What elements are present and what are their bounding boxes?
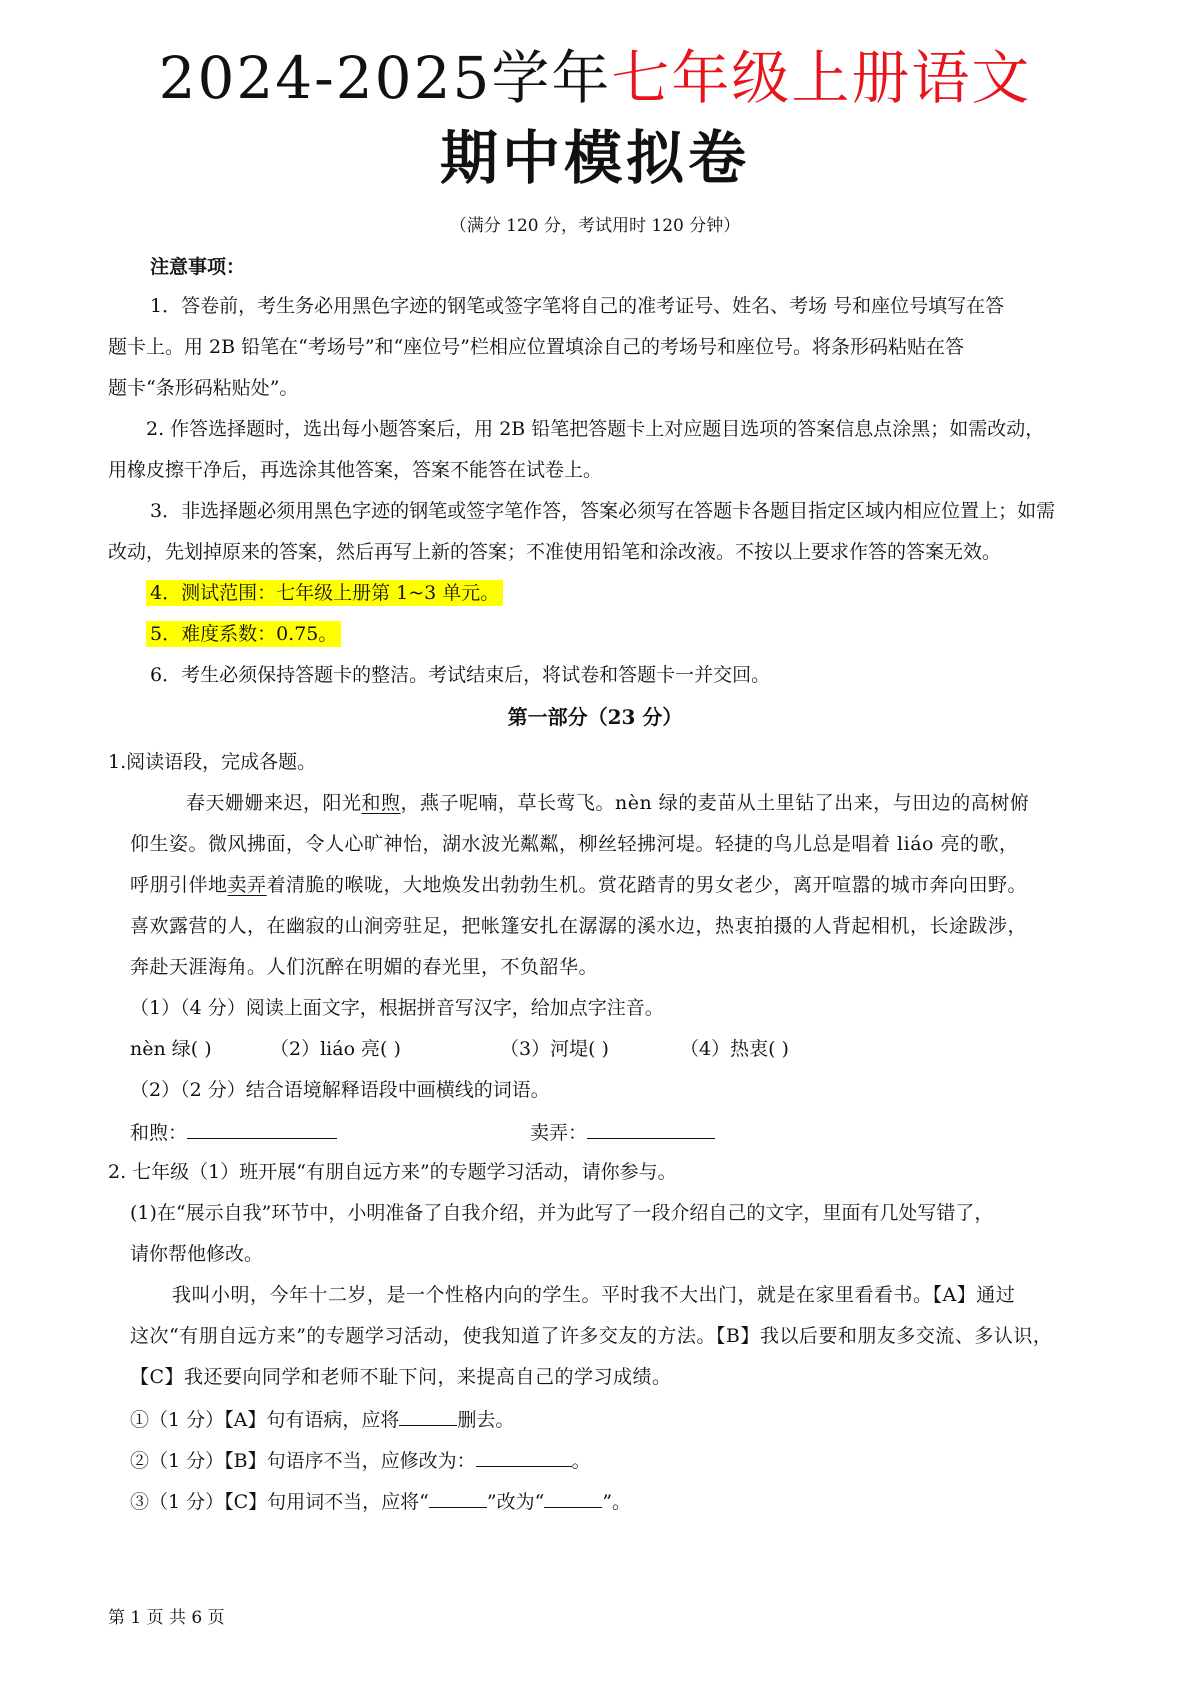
notice-heading: 注意事项： (150, 256, 246, 278)
q1-sub1-answer-c: （3）河堤( ) (500, 1038, 609, 1060)
title-subject: 七年级上册语文 (611, 44, 1032, 112)
q2-sub1-line-1: (1)在“展示自我”环节中，小明准备了自我介绍，并为此写了一段介绍自己的文字，里面有几处写错了， (130, 1202, 994, 1224)
q2-item-2: ②（1 分）【B】句语序不当，应修改为： 。 (130, 1444, 591, 1476)
q1-passage-line-4: 喜欢露营的人，在幽寂的山涧旁驻足，把帐篷安扎在潺潺的溪水边，热衷拍摄的人背起相机，长途跋涉， (130, 915, 1028, 937)
q1-sub1-answer-b: （2）liáo 亮( ) (270, 1038, 401, 1060)
answer-blank-hexu[interactable] (187, 1116, 337, 1139)
answer-blank-mainong[interactable] (587, 1116, 715, 1139)
question-2-stem: 2. 七年级（1）班开展“有朋自远方来”的专题学习活动，请你参与。 (108, 1161, 677, 1183)
notice-item-1-line-3: 题卡“条形码粘贴处”。 (108, 377, 299, 399)
q1-passage-line-3: 呼朋引伴地卖弄着清脆的喉咙，大地焕发出勃勃生机。赏花踏青的男女老少，离开喧嚣的城市奔向田野。 (130, 874, 1028, 896)
underlined-word-hexu: 和煦 (361, 792, 401, 814)
q2-sub1-line-2: 请你帮他修改。 (130, 1243, 264, 1265)
underlined-word-mainong: 卖弄 (227, 874, 267, 896)
q2-passage-line-3: 【C】我还要向同学和老师不耻下问，来提高自己的学习成绩。 (130, 1366, 672, 1388)
notice-item-1-line-2: 题卡上。用 2B 铅笔在“考场号”和“座位号”栏相应位置填涂自己的考场号和座位号。将条形码粘贴在答 (108, 336, 964, 358)
q1-passage-line-5: 奔赴天涯海角。人们沉醉在明媚的春光里，不负韶华。 (130, 956, 599, 978)
question-1-stem: 1.阅读语段，完成各题。 (108, 751, 317, 773)
q1-sub2-answer-b: 卖弄： (530, 1116, 715, 1148)
q2-item-1: ①（1 分）【A】句有语病，应将 删去。 (130, 1403, 514, 1435)
q1-sub1-answer-d: （4）热衷( ) (680, 1038, 789, 1060)
highlight-difficulty: 5．难度系数：0.75。 (146, 621, 341, 647)
answer-blank-b[interactable] (476, 1444, 572, 1467)
exam-subtitle: 期中模拟卷 (439, 124, 750, 192)
q1-sub1-stem: （1）（4 分）阅读上面文字，根据拼音写汉字，给加点字注音。 (130, 997, 664, 1019)
exam-title (0, 40, 1190, 116)
highlight-test-range: 4．测试范围：七年级上册第 1~3 单元。 (146, 580, 503, 606)
q1-sub2-stem: （2）（2 分）结合语境解释语段中画横线的词语。 (130, 1079, 550, 1101)
answer-blank-a[interactable] (399, 1403, 457, 1426)
notice-item-3-line-1: 3．非选择题必须用黑色字迹的钢笔或签字笔作答，答案必须写在答题卡各题目指定区域内相应位置上；如需 (150, 500, 1056, 522)
title-year: 2024-2025学年 (158, 44, 612, 112)
notice-item-4 (146, 578, 503, 608)
q1-sub1-answer-a: nèn 绿( ) (130, 1038, 212, 1060)
answer-blank-c-replacement[interactable] (544, 1485, 602, 1508)
notice-item-2-line-1: 2. 作答选择题时，选出每小题答案后，用 2B 铅笔把答题卡上对应题目选项的答案信息点涂黑；如需改动， (146, 418, 1045, 440)
part-one-title: 第一部分（23 分） (507, 705, 683, 729)
notice-item-3-line-2: 改动，先划掉原来的答案，然后再写上新的答案；不准使用铅笔和涂改液。不按以上要求作答的答案无效。 (108, 541, 1002, 563)
q1-passage-line-1: 春天姗姗来迟，阳光和煦，燕子呢喃，草长莺飞。nèn 绿的麦苗从土里钻了出来，与田边的高树俯 (186, 792, 1030, 814)
notice-item-2-line-2: 用橡皮擦干净后，再选涂其他答案，答案不能答在试卷上。 (108, 459, 603, 481)
q2-item-3: ③（1 分）【C】句用词不当，应将“ ”改为“ ”。 (130, 1485, 631, 1517)
q1-passage-line-2: 仰生姿。微风拂面，令人心旷神怡，湖水波光粼粼，柳丝轻拂河堤。轻捷的鸟儿总是唱着 liáo 亮的歌， (130, 833, 1019, 855)
answer-blank-c-original[interactable] (429, 1485, 487, 1508)
notice-item-5 (146, 619, 341, 649)
q2-passage-line-2: 这次“有朋自远方来”的专题学习活动，使我知道了许多交友的方法。【B】我以后要和朋友多交流、多认识， (130, 1325, 1053, 1347)
q2-passage-line-1: 我叫小明，今年十二岁，是一个性格内向的学生。平时我不大出门，就是在家里看看书。【A】通过 (172, 1284, 1016, 1306)
q1-sub2-answer-a: 和煦： (130, 1116, 337, 1148)
page-number: 第 1 页 共 6 页 (108, 1608, 225, 1628)
notice-item-1-line-1: 1．答卷前，考生务必用黑色字迹的钢笔或签字笔将自己的准考证号、姓名、考场 号和座位号填写在答 (150, 295, 1005, 317)
notice-item-6: 6．考生必须保持答题卡的整洁。考试结束后，将试卷和答题卡一并交回。 (150, 664, 771, 686)
score-note: （满分 120 分，考试用时 120 分钟） (449, 216, 741, 236)
